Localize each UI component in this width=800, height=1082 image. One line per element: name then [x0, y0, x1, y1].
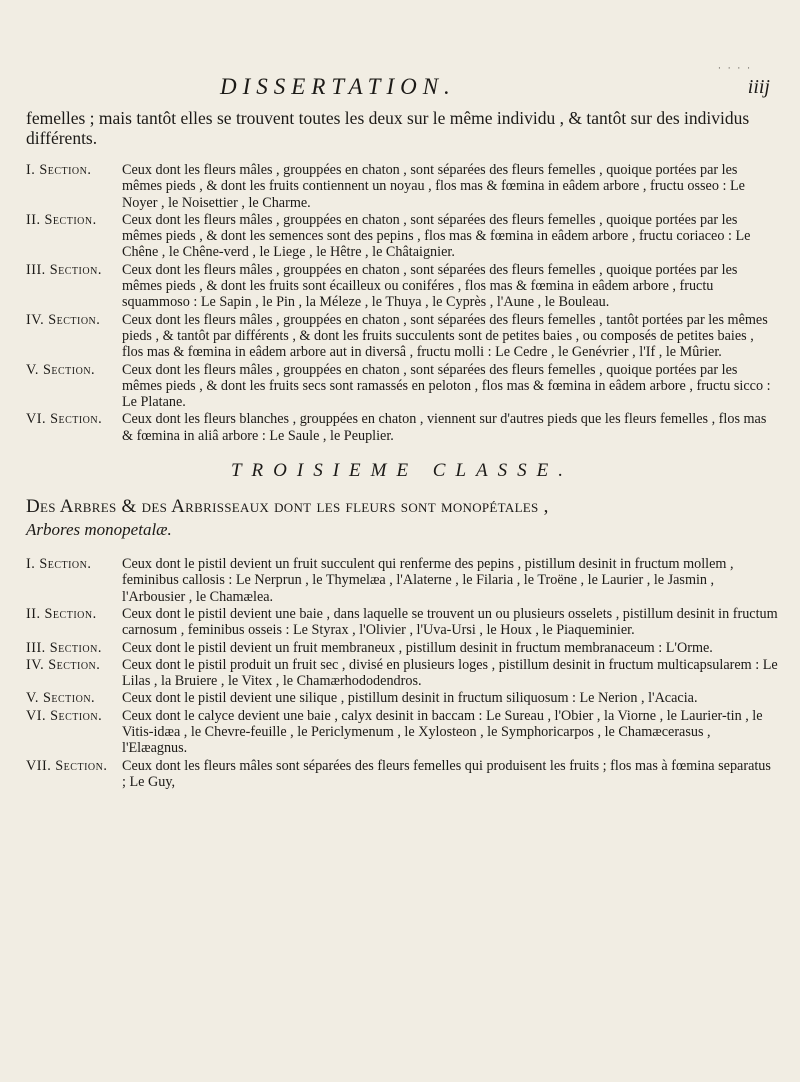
second-class-section-list	[26, 162, 778, 444]
section-number: I. Section.	[26, 556, 92, 573]
section-text: Ceux dont le pistil devient une baie , dans laquelle se trouvent un ou plusieurs osselets , pistillum desinit in fructum carnosum , feminibus osseis : Le Styrax , l'Olivier , l'Uva-Ursi , le Houx , le Piaqueminier.	[122, 605, 778, 639]
section-number: II. Section.	[26, 605, 97, 622]
intro-paragraph: femelles ; mais tantôt elles se trouvent toutes les deux sur le même individu , & tantôt sur des individus différents.	[26, 108, 750, 148]
section-text: Ceux dont les fleurs mâles , grouppées en chaton , sont séparées des fleurs femelles , tantôt portées par les mêmes pieds , & tantôt par différents , & dont les fruits succulents sont de petites baies , ou composés de petites baies , flos mas & fœmina in eâdem arbore aut in diversâ , fructu molli : Le Cedre , le Genévrier , l'If , le Mûrier.	[122, 311, 768, 361]
section-number: II. Section.	[26, 211, 97, 228]
section-item	[26, 556, 778, 605]
text-block	[26, 108, 778, 791]
section-number: V. Section.	[26, 361, 96, 378]
running-head	[0, 64, 800, 104]
section-item	[26, 362, 778, 411]
class-heading: TROISIEME CLASSE.	[230, 460, 574, 482]
section-item	[26, 606, 778, 639]
section-number: I. Section.	[26, 162, 92, 178]
section-number: III. Section.	[26, 639, 102, 656]
page-number: iiij	[747, 76, 770, 98]
section-number: VI. Section.	[26, 411, 103, 428]
section-item	[26, 657, 778, 690]
section-number: V. Section.	[26, 690, 96, 707]
corner-mark: · · · ·	[717, 64, 752, 74]
section-text: Ceux dont les fleurs mâles sont séparées des fleurs femelles qui produisent les fruits ; flos mas à fœmina separatus ; Le Guy,	[122, 757, 771, 790]
class-title: Des Arbres & des Arbrisseaux dont les fleurs sont monopétales ,	[26, 496, 549, 518]
section-item	[26, 640, 778, 656]
class-latin-title: Arbores monopetalæ.	[26, 520, 172, 540]
section-text: Ceux dont le calyce devient une baie , calyx desinit in baccam : Le Sureau , l'Obier , la Viorne , le Laurier-tin , le Vitis-idæa , le Chevre-feuille , le Periclymenum , le Xylosteon , le Symphoricarpos , le Chamæcerasus , l'Elæagnus.	[122, 707, 763, 757]
section-item	[26, 162, 778, 211]
section-item	[26, 312, 778, 361]
section-text: Ceux dont le pistil produit un fruit sec , divisé en plusieurs loges , pistillum desinit in fructum multicapsularem : Le Lilas , la Bruiere , le Vitex , le Chamærhododendros.	[122, 656, 778, 690]
section-text: Ceux dont le pistil devient un fruit succulent qui renferme des pepins , pistillum desinit in fructum mollem , feminibus callosis : Le Nerprun , le Thymelæa , l'Alaterne , le Filaria , le Troëne , le Laurier , le Jasmin , l'Arbousier , le Chamælea.	[122, 556, 734, 605]
section-number: IV. Section.	[26, 311, 101, 328]
section-text: Ceux dont les fleurs mâles , grouppées en chaton , sont séparées des fleurs femelles , quoique portées par les mêmes pieds , & dont les fruits secs sont ramassés en peloton , flos mas & fœmina in eâdem arbore , fructu sicco : Le Platane.	[122, 361, 771, 411]
section-item	[26, 262, 778, 311]
section-number: III. Section.	[26, 261, 102, 278]
section-text: Ceux dont les fleurs blanches , grouppées en chaton , viennent sur d'autres pieds que les fleurs femelles , flos mas & fœmina in aliâ arbore : Le Saule , le Peuplier.	[122, 411, 767, 444]
section-item	[26, 708, 778, 757]
section-text: Ceux dont le pistil devient une silique , pistillum desinit in fructum siliquosum : Le Nerion , l'Acacia.	[122, 690, 698, 707]
section-item	[26, 212, 778, 261]
section-item	[26, 758, 778, 791]
section-text: Ceux dont les fleurs mâles , grouppées en chaton , sont séparées des fleurs femelles , quoique portées par les mêmes pieds , & dont les semences sont des pepins , flos mas & fœmina in eâdem arbore , fructu coriaceo : Le Chêne , le Chêne-verd , le Liege , le Hêtre , le Châtaignier.	[122, 211, 751, 261]
section-number: IV. Section.	[26, 656, 101, 673]
section-text: Ceux dont les fleurs mâles , grouppées en chaton , sont séparées des fleurs femelles , quoique portées par les mêmes pieds , & dont les fruits sont écailleux ou coniféres , flos mas & fœmina in eâdem arbore , fructu squammoso : Le Sapin , le Pin , la Méleze , le Thuya , le Cyprès , l'Aune , le Bouleau.	[122, 261, 738, 311]
section-text: Ceux dont les fleurs mâles , grouppées en chaton , sont séparées des fleurs femelles , quoique portées par les mêmes pieds , & dont les fruits contiennent un noyau , flos mas & fœmina in eâdem arbore , fructu osseo : Le Noyer , le Noisettier , le Charme.	[122, 162, 745, 211]
section-number: VII. Section.	[26, 757, 108, 774]
section-item	[26, 690, 778, 706]
running-title: DISSERTATION.	[220, 74, 456, 99]
section-text: Ceux dont le pistil devient un fruit membraneux , pistillum desinit in fructum membranaceum : L'Orme.	[122, 639, 713, 656]
section-item	[26, 411, 778, 444]
section-number: VI. Section.	[26, 707, 103, 724]
third-class-section-list	[26, 556, 778, 790]
